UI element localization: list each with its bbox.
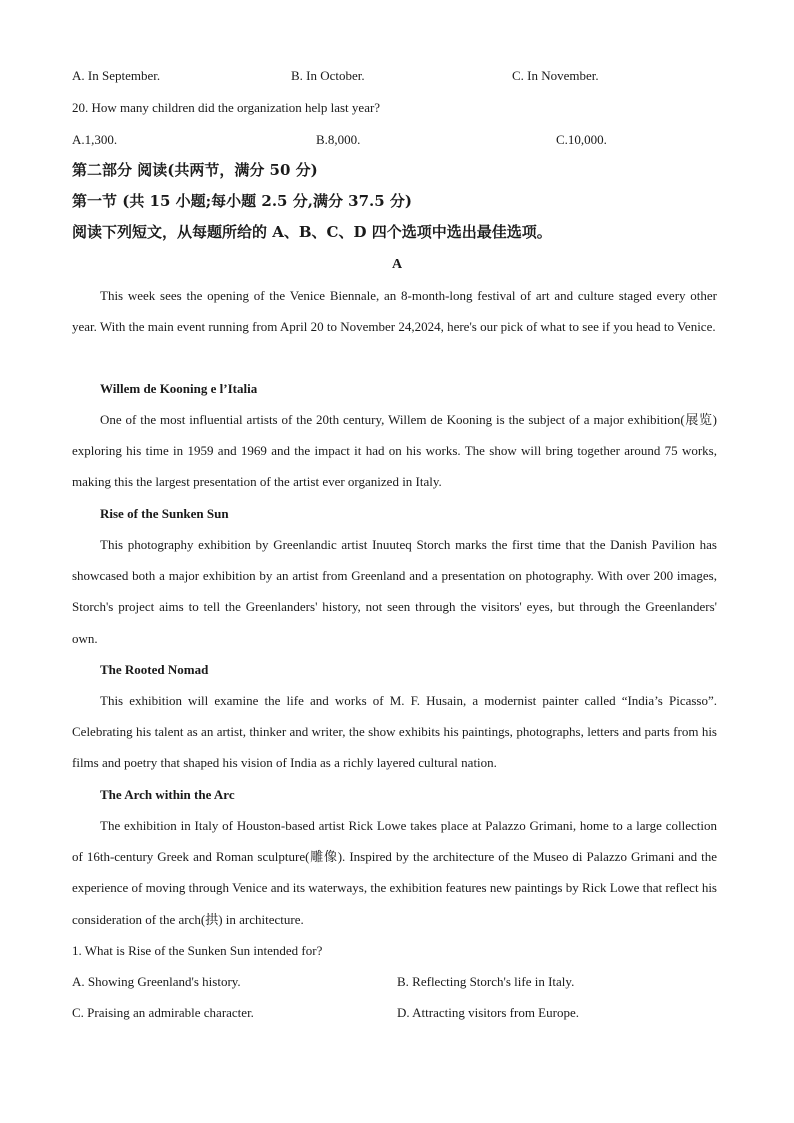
item-heading-kooning: Willem de Kooning e l’Italia bbox=[100, 381, 258, 396]
item-body-arch: The exhibition in Italy of Houston-based artist Rick Lowe takes place at Palazzo Grimani, home to a large collection of 16th-century Greek and Roman sculpture(雕像). Inspired by the architecture of the Museo di Palazzo Grimani and the experience of moving through Venice and its waterways, the exhibition features new paintings by Rick Lowe that reflect his consideration of the arch(拱) in architecture. bbox=[72, 818, 717, 927]
passage-label: A bbox=[391, 257, 403, 272]
q19-option-c: C. In November. bbox=[512, 68, 599, 83]
q20-option-c: C.10,000. bbox=[556, 132, 607, 147]
q1-option-c: C. Praising an admirable character. bbox=[72, 1005, 254, 1020]
passage-intro: This week sees the opening of the Venice Biennale, an 8-month-long festival of art and culture staged every other year. With the main event running from April 20 to November 24,2024, here's our pick of what to see if you head to Venice. bbox=[72, 288, 717, 335]
q1-question: 1. What is Rise of the Sunken Sun intended for? bbox=[72, 943, 323, 958]
section1-title: 第一节 (共 15 小题;每小题 2.5 分,满分 37.5 分) bbox=[72, 192, 413, 210]
item-heading-sunken-sun: Rise of the Sunken Sun bbox=[100, 506, 229, 521]
reading-instruction: 阅读下列短文，从每题所给的 A、B、C、D 四个选项中选出最佳选项。 bbox=[72, 223, 552, 241]
q19-option-b: B. In October. bbox=[291, 68, 365, 83]
q1-option-d: D. Attracting visitors from Europe. bbox=[397, 1005, 579, 1020]
q1-option-a: A. Showing Greenland's history. bbox=[72, 974, 241, 989]
q20-option-a: A.1,300. bbox=[72, 132, 118, 147]
item-heading-rooted-nomad: The Rooted Nomad bbox=[100, 662, 209, 677]
item-body-sunken-sun: This photography exhibition by Greenlandic artist Inuuteq Storch marks the first time that the Danish Pavilion has showcased both a major exhibition by an artist from Greenland and a presentation on photography. With over 200 images, Storch's project aims to tell the Greenlanders' history, not seen through the visitors' eyes, but through the Greenlanders' own. bbox=[72, 537, 717, 646]
part2-title: 第二部分 阅读(共两节，满分 50 分) bbox=[72, 161, 318, 179]
item-body-rooted-nomad: This exhibition will examine the life and works of M. F. Husain, a modernist painter called “India’s Picasso”. Celebrating his talent as an artist, thinker and writer, the show exhibits his paintings, photographs, letters and parts from his films and poetry that shaped his vision of India as a richly layered cultural nation. bbox=[72, 693, 717, 771]
item-body-kooning: One of the most influential artists of the 20th century, Willem de Kooning is the subject of a major exhibition(展览) exploring his time in 1959 and 1969 and the impact it had on his works. The show will bring together around 75 works, making this the largest presentation of the artist ever organized in Italy. bbox=[72, 412, 717, 490]
q19-option-a: A. In September. bbox=[72, 68, 161, 83]
q20-option-b: B.8,000. bbox=[316, 132, 361, 147]
q1-option-b: B. Reflecting Storch's life in Italy. bbox=[397, 974, 575, 989]
q20-question: 20. How many children did the organization help last year? bbox=[72, 100, 381, 115]
item-heading-arch: The Arch within the Arc bbox=[100, 787, 235, 802]
